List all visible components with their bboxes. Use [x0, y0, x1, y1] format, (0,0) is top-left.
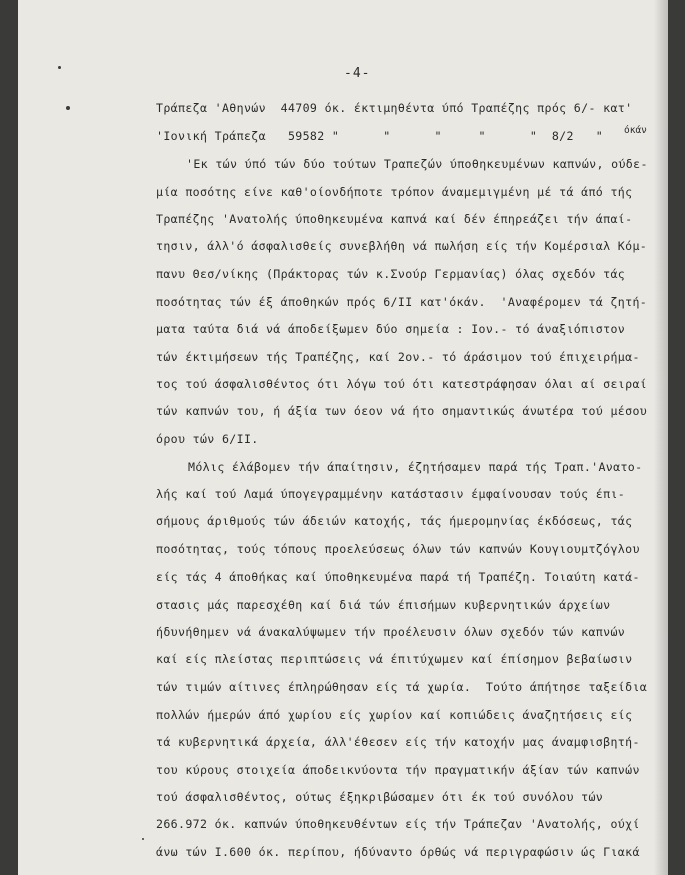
body-line: λής καί τού Λαμά ύπογεγραμμένην κατάστασιν έμφαίνουσαν τούς έπι- — [156, 487, 626, 501]
page-edge-shadow — [654, 0, 668, 875]
body-line: ποσότητας τών έξ άποθηκών πρός 6/ΙΙ κατ'όκάν. 'Αναφέρομεν τά ζητή- — [156, 295, 648, 309]
body-line: τών έκτιμήσεων τής Τραπέζης, καί 2ον.- τό άράσιμον τού έπιχειρήμα- — [156, 350, 640, 364]
body-line: Τραπέζης 'Ανατολής ύποθηκευμένα καπνά καί δέν έπηρεάζει τήν άπαί- — [156, 212, 633, 226]
body-line: πολλών ήμερών άπό χωρίου είς χωρίον καί κοπιώδεις άναζητήσεις είς — [156, 708, 633, 722]
scanned-page — [18, 0, 668, 875]
body-line: καί είς πλείστας περιπτώσεις νά έπιτύχωμεν καί έπίσημον βεβαίωσιν — [156, 652, 633, 666]
body-line: ματα ταύτα διά νά άποδείξωμεν δύο σημεία : Ιον.- τό άναξιόπιστον — [156, 322, 626, 336]
body-line: όρου τών 6/ΙΙ. — [156, 432, 259, 446]
body-line: 266.972 όκ. καπνών ύποθηκευθέντων είς τήν Τράπεζαν 'Ανατολής, ούχί — [156, 817, 640, 831]
body-line: τών τιμών αίτινες έπληρώθησαν είς τά χωρία. Τούτο άπήτησε ταξείδια — [156, 680, 648, 694]
body-line: σήμους άριθμούς τών άδειών κατοχής, τάς ήμερομηνίας έκδόσεως, τάς — [156, 514, 633, 528]
body-line: τησιν, άλλ'ό άσφαλισθείς συνεβλήθη νά πωλήση είς τήν Κομέρσιαλ Κόμ- — [156, 239, 648, 253]
scan-speck — [58, 66, 61, 69]
body-line: στασις μάς παρεσχέθη καί διά τών έπισήμων κυβερνητικών άρχείων — [156, 598, 611, 612]
scan-speck — [142, 838, 144, 840]
body-line: άνω τών Ι.600 όκ. περίπου, ήδύναντο όρθώς νά περιγραφώσιν ώς Γιακά — [156, 845, 640, 859]
body-line: Μόλις έλάβομεν τήν άπαίτησιν, έζητήσαμεν παρά τής Τραπ.'Ανατο- — [188, 460, 643, 474]
holding-line-athens: Τράπεζα 'Αθηνών 44709 όκ. έκτιμηθέντα ύπό Τραπέζης πρός 6/- κατ' — [156, 101, 633, 115]
body-line: 'Εκ τών ύπό τών δύο τούτων Τραπεζών ύποθηκευμένων καπνών, ούδε- — [186, 157, 648, 171]
unit-superscript: όκάν — [624, 125, 647, 136]
body-line: μία ποσότης είνε καθ'οίονδήποτε τρόπον άναμεμιγμένη μέ τά άπό τής — [156, 185, 633, 199]
body-line: είς τάς 4 άποθήκας καί ύποθηκευμένα παρά τή Τραπέζη. Τοιαύτη κατά- — [156, 570, 640, 584]
page-number: -4- — [344, 66, 371, 81]
body-line: τά κυβερνητικά άρχεία, άλλ'έθεσεν είς τήν κατοχήν μας άναμφισβητή- — [156, 735, 640, 749]
body-line: τος τού άσφαλισθέντος ότι λόγω τού ότι κατεστράφησαν όλαι αί σειραί — [156, 377, 648, 391]
holding-line-ionian: 'Ιονική Τράπεζα 59582 " " " " " 8/2 " — [156, 129, 604, 143]
body-line: πανυ Θεσ/νίκης (Πράκτορας τών κ.Σνούρ Γερμανίας) όλας σχεδόν τάς — [156, 267, 626, 281]
scan-speck — [66, 106, 70, 110]
body-line: του κύρους στοιχεία άποδεικνύοντα τήν πραγματικήν άξίαν τών καπνών — [156, 763, 640, 777]
body-line: ποσότητας, τούς τόπους προελεύσεως όλων τών καπνών Κουγιουμτζόγλου — [156, 542, 640, 556]
body-line: ήδυνήθημεν νά άνακαλύψωμεν τήν προέλευσιν όλων σχεδόν τών καπνών — [156, 625, 626, 639]
body-line: τών καπνών του, ή άξία των όεον νά ήτο σημαντικώς άνωτέρα τού μέσου — [156, 404, 648, 418]
body-line: τού άσφαλισθέντος, ούτως έξηκριβώσαμεν ότι έκ τού συνόλου τών — [156, 790, 604, 804]
